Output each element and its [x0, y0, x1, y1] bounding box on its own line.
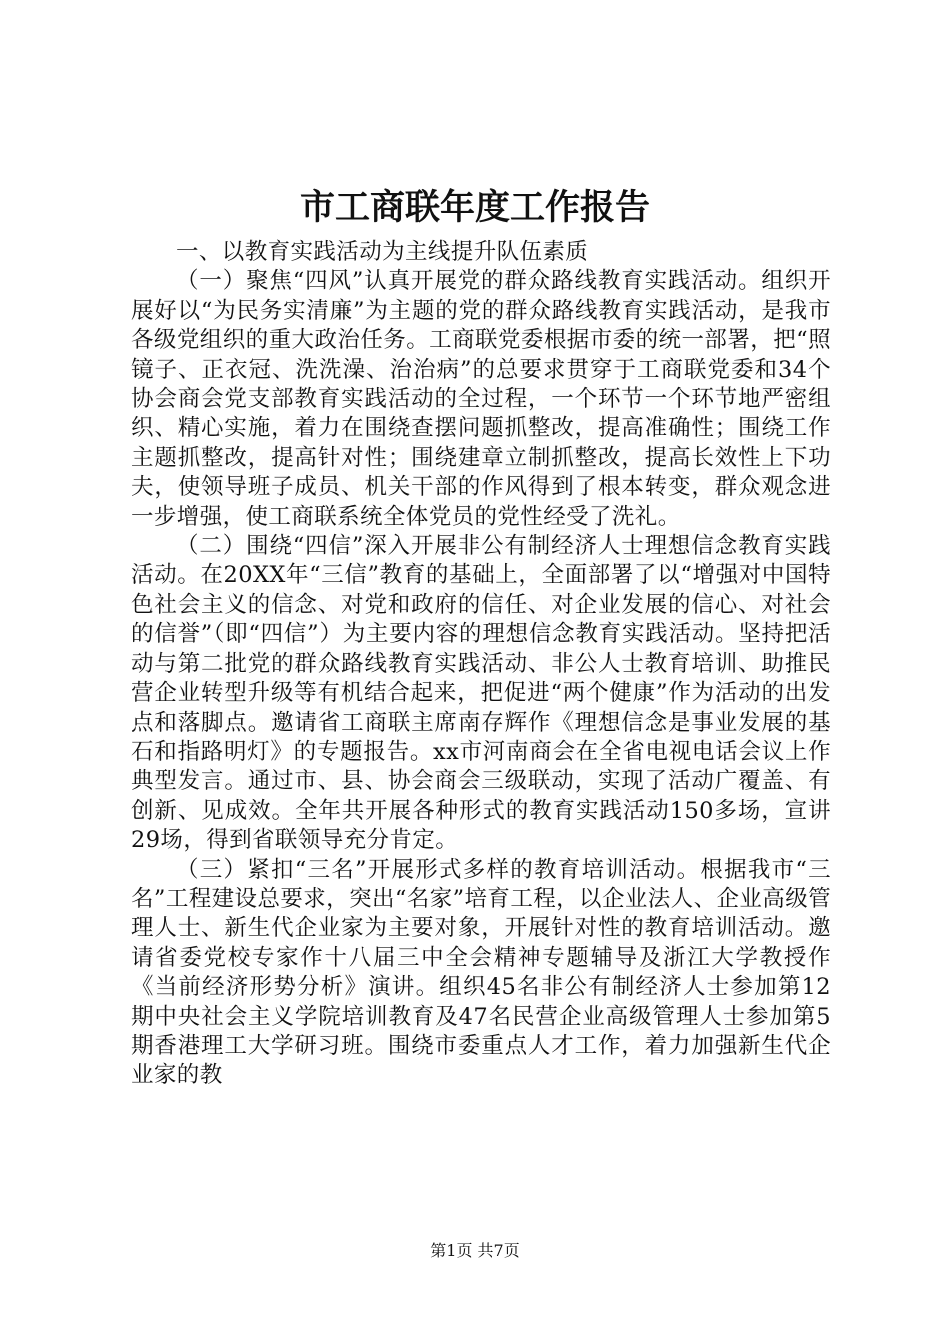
document-body	[131, 238, 831, 1091]
paragraph-2: （二）围绕“四信”深入开展非公有制经济人士理想信念教育实践活动。在20XX年“三信”教育的基础上，全面部署了以“增强对中国特色社会主义的信念、对党和政府的信任、对企业发展的信心、对社会的信誉”（即“四信”）为主要内容的理想信念教育实践活动。坚持把活动与第二批党的群众路线教育实践活动、非公人士教育培训、助推民营企业转型升级等有机结合起来，把促进“两个健康”作为活动的出发点和落脚点。邀请省工商联主席南存辉作《理想信念是事业发展的基石和指路明灯》的专题报告。xx市河南商会在全省电视电话会议上作典型发言。通过市、县、协会商会三级联动，实现了活动广覆盖、有创新、见成效。全年共开展各种形式的教育实践活动150多场，宣讲29场，得到省联领导充分肯定。	[131, 533, 831, 854]
section-heading: 一、以教育实践活动为主线提升队伍素质	[176, 239, 589, 265]
paragraph-3: （三）紧扣“三名”开展形式多样的教育培训活动。根据我市“三名”工程建设总要求，突出“名家”培育工程，以企业法人、企业高级管理人士、新生代企业家为主要对象，开展针对性的教育培训活动。邀请省委党校专家作十八届三中全会精神专题辅导及浙江大学教授作《当前经济形势分析》演讲。组织45名非公有制经济人士参加第12期中央社会主义学院培训教育及47名民营企业高级管理人士参加第5期香港理工大学研习班。围绕市委重点人才工作，着力加强新生代企业家的教	[131, 856, 831, 1089]
page-footer: 第1页 共7页	[430, 1241, 520, 1260]
paragraph-1: （一）聚焦“四风”认真开展党的群众路线教育实践活动。组织开展好以“为民务实清廉”为主题的党的群众路线教育实践活动，是我市各级党组织的重大政治任务。工商联党委根据市委的统一部署，把“照镜子、正衣冠、洗洗澡、治治病”的总要求贯穿于工商联党委和34个协会商会党支部教育实践活动的全过程，一个环节一个环节地严密组织、精心实施，着力在围绕查摆问题抓整改，提高准确性；围绕工作主题抓整改，提高针对性；围绕建章立制抓整改，提高长效性上下功夫，使领导班子成员、机关干部的作风得到了根本转变，群众观念进一步增强，使工商联系统全体党员的党性经受了洗礼。	[131, 268, 831, 530]
document-title: 市工商联年度工作报告	[299, 187, 650, 228]
